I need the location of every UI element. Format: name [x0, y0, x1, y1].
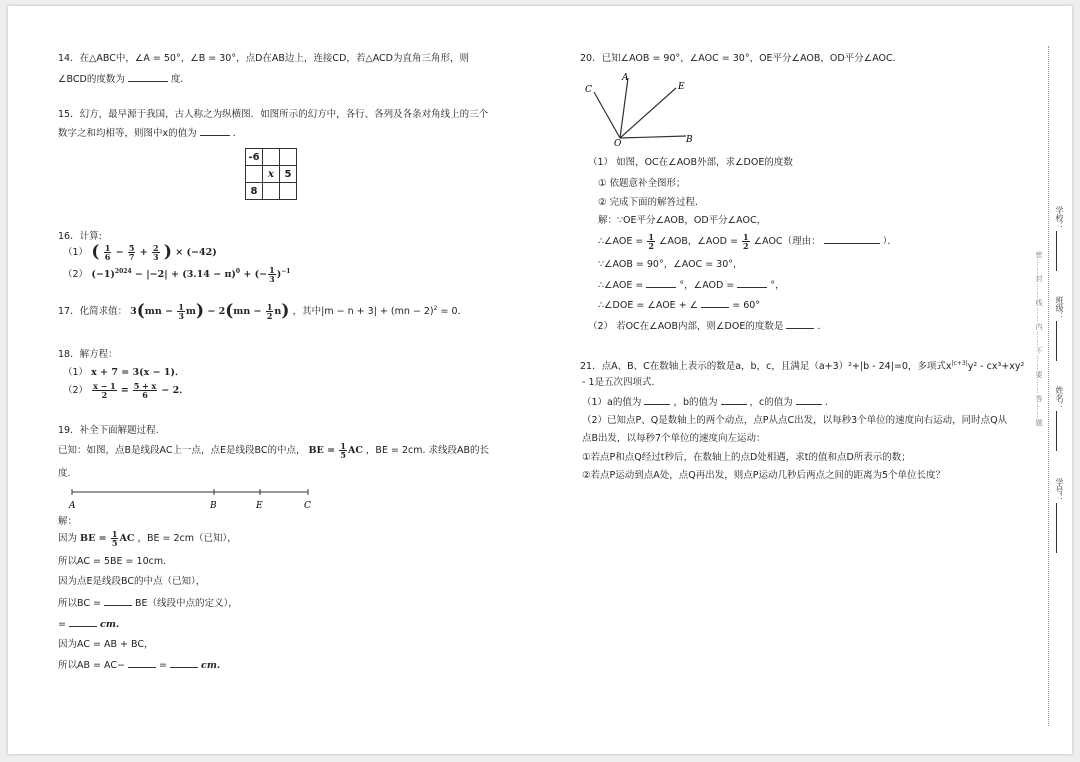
q21-b-blank[interactable] — [721, 395, 747, 405]
q21-line1 — [580, 357, 1024, 373]
q16-part1: （1） ( $\frac{1}{6}$ − $\frac{5}{7}$ + $\frac{2}{3}$ ) × (−42) — [63, 242, 217, 262]
q21-c-blank[interactable] — [796, 395, 822, 405]
step-text: = 60° — [732, 300, 761, 311]
magic-square — [245, 148, 297, 200]
q17-condition: ，其中|m − n + 3| + (mn − 2) — [292, 306, 434, 318]
q19-step1: 因为 BE = $\frac{1}{5}$ AC ，BE = 2cm（已知）， — [58, 529, 237, 548]
q18-part1 — [63, 366, 184, 379]
q19-step2: 所以AC = 5BE = 10cm. — [58, 556, 167, 567]
step-text: = — [58, 619, 66, 630]
q21-text: ，c的值为 — [749, 397, 793, 408]
q19-title: 19．补全下面解题过程. — [58, 425, 159, 436]
label-e: E — [678, 82, 685, 92]
fraction: $\frac{1}{5}$ — [340, 441, 346, 460]
q20-step5 — [598, 298, 760, 312]
fraction: $\frac{5 + x}{6}$ — [133, 381, 157, 400]
step-text: 所以BC = — [58, 598, 101, 609]
q21-part1 — [582, 395, 834, 409]
q14-text: ∠BCD的度数为 — [58, 74, 125, 85]
step-text: BE（线段中点的定义）， — [135, 598, 238, 609]
unit: cm. — [100, 619, 120, 630]
step-text: ． — [817, 321, 827, 332]
fraction: $\frac{1}{2}$ — [266, 302, 273, 322]
q14-answer-blank[interactable] — [128, 72, 168, 82]
fraction: $\frac{1}{3}$ — [269, 265, 275, 285]
fraction: $\frac{1}{6}$ — [104, 243, 111, 262]
segment-diagram — [66, 484, 316, 512]
expr: n — [274, 306, 282, 318]
q21-part2b: 点B出发，以每秒7个单位的速度向左运动： — [582, 433, 766, 444]
q19-blank-3[interactable] — [128, 658, 156, 668]
expr: × (−42) — [175, 247, 217, 258]
expr: 3 — [130, 306, 137, 318]
class-label: 班级： — [1055, 296, 1064, 320]
name-field[interactable] — [1056, 411, 1057, 451]
ray-ob — [620, 136, 686, 138]
step-text: °， — [770, 280, 785, 291]
q20-step4 — [598, 278, 785, 292]
q20-part2 — [588, 319, 827, 333]
q20-angle-blank[interactable] — [701, 298, 729, 308]
q20-step1: 解：∵OE平分∠AOB，OD平分∠AOC， — [598, 215, 767, 226]
point-a-label: A — [69, 501, 76, 511]
q21-part2: （2）已知点P、Q是数轴上的两个动点，点P从点C出发，以每秒3个单位的速度向右运动，同时点Q从 — [582, 415, 1008, 426]
magic-cell — [246, 166, 263, 183]
q16-title: 16．计算: — [58, 231, 102, 242]
magic-cell: 5 — [280, 166, 297, 183]
q20-part1b: ② 完成下面的解答过程． — [598, 197, 705, 208]
q19-blank-4[interactable] — [170, 658, 198, 668]
q18-part2: （2） $\frac{x - 1}{2}$ = $\frac{5 + x}{6}$ − 2． — [63, 381, 189, 400]
q15-answer-blank[interactable] — [200, 126, 230, 136]
label-o: O — [614, 139, 622, 146]
q20-part1a: ① 依题意补全图形； — [598, 178, 686, 189]
fraction: $\frac{1}{3}$ — [178, 302, 184, 322]
q19-blank-1[interactable] — [104, 596, 132, 606]
magic-cell: x — [263, 166, 280, 183]
fraction: $\frac{2}{3}$ — [153, 243, 159, 262]
ray-oc — [594, 92, 620, 138]
magic-cell — [280, 183, 297, 200]
ray-oa — [620, 78, 628, 138]
q20-part2-blank[interactable] — [786, 319, 814, 329]
q19-sol: 解： — [58, 516, 78, 527]
id-label: 学号： — [1055, 478, 1064, 502]
step-text: ∴∠AOE = — [598, 236, 644, 247]
q19-step7 — [58, 658, 220, 672]
q17: 17．化简求值： 3(mn − $\frac{1}{3}$ m) − 2(mn − $\frac{1}{2}$ n) ，其中|m − n + 3| + (mn − 2)$^2$ = 0． — [58, 301, 467, 322]
exponent: 0 — [235, 268, 241, 275]
q15-line2 — [58, 126, 242, 140]
given-text: ，BE = 2cm. 求线段AB的长 — [365, 445, 490, 456]
id-field[interactable] — [1056, 503, 1057, 553]
q21-text: （1）a的值为 — [582, 397, 642, 408]
part-label: （1） — [63, 367, 89, 378]
q20-reason-blank[interactable] — [824, 234, 880, 244]
q18-title: 18．解方程： — [58, 349, 118, 360]
q19-blank-2[interactable] — [69, 617, 97, 627]
q21-line2: - 1是五次四项式． — [582, 377, 661, 388]
expr: + (− — [240, 269, 268, 281]
step-text: （2） 若OC在∠AOB内部，则∠DOE的度数是 — [588, 321, 784, 332]
part-label: （2） — [63, 269, 89, 281]
fraction: $\frac{1}{2}$ — [743, 232, 749, 251]
step-text: ）． — [882, 236, 897, 247]
q21-text: ． — [824, 397, 835, 408]
step-text: 所以AB = AC− — [58, 660, 125, 671]
label-c: C — [585, 85, 592, 95]
part-label: （1） — [63, 247, 89, 258]
q19-step3: 因为点E是线段BC的中点（已知）， — [58, 576, 206, 587]
q20-aoe-blank[interactable] — [646, 278, 676, 288]
q15-line1: 15．幻方，最早源于我国，古人称之为纵横图．如图所示的幻方中，各行、各列及各条对角线上的三个 — [58, 109, 489, 120]
q20-part1: （1） 如图，OC在∠AOB外部，求∠DOE的度数 — [588, 157, 793, 168]
expr: m — [185, 306, 196, 318]
label-a: A — [622, 73, 629, 83]
expr: − 2 — [204, 306, 226, 318]
expr: mn − — [233, 306, 262, 318]
seal-dotted-line — [1048, 46, 1049, 726]
q20-aod-blank[interactable] — [737, 278, 767, 288]
q21-text: 21．点A、B、C在数轴上表示的数是a，b，c，且满足（a+3）²+|b - 24|=0，多项式x — [580, 361, 952, 373]
magic-cell — [263, 149, 280, 166]
fraction: $\frac{1}{2}$ — [648, 232, 654, 251]
name-label: 姓名： — [1055, 386, 1064, 410]
unit: cm. — [201, 660, 221, 671]
magic-cell — [263, 183, 280, 200]
point-b-label: B — [210, 501, 217, 511]
expr: ) — [276, 269, 282, 281]
step-text: ∠AOB，∠AOD = — [659, 236, 738, 247]
class-field[interactable] — [1056, 321, 1057, 361]
fraction: $\frac{1}{5}$ — [111, 529, 118, 548]
magic-cell: -6 — [246, 149, 263, 166]
q21-part4: ②若点P运动到点A处，点Q再出发，则点P运动几秒后两点之间的距离为5个单位长度？ — [582, 470, 945, 481]
q21-a-blank[interactable] — [644, 395, 670, 405]
q15-end: ． — [232, 128, 243, 139]
exponent: |c+3| — [951, 360, 968, 367]
step-text: ∠AOC（理由： — [753, 236, 821, 247]
school-field[interactable] — [1056, 231, 1057, 271]
step-text: 因为 — [58, 533, 78, 544]
q14-line2 — [58, 72, 183, 86]
point-c-label: C — [304, 501, 311, 511]
exponent: 2024 — [114, 268, 132, 275]
school-label: 学校： — [1055, 206, 1064, 230]
q14-unit: 度. — [170, 74, 184, 85]
q15-text: 数字之和均相等，则图中x的值为 — [58, 128, 197, 139]
step-text: = — [159, 660, 167, 671]
q19-step5 — [58, 617, 119, 631]
q20-line1: 20．已知∠AOB = 90°，∠AOC = 30°，OE平分∠AOB，OD平分∠AOC． — [580, 53, 903, 64]
magic-cell — [280, 149, 297, 166]
q21-text: ，b的值为 — [673, 397, 718, 408]
step-text: ，BE = 2cm（已知）， — [137, 533, 237, 544]
expr: (−1) — [91, 269, 115, 281]
q19-given3: 度. — [58, 468, 71, 479]
q19-given: 已知：如图，点B是线段AC上一点，点E是线段BC的中点， BE = $\frac{1}{5}$ AC ，BE = 2cm. 求线段AB的长 — [58, 441, 490, 460]
step-text: °，∠AOD = — [679, 280, 735, 291]
q21-text: y² - cx³+xy² — [967, 361, 1025, 373]
exam-page — [8, 6, 1072, 754]
q16-part2 — [63, 265, 290, 283]
q17-text: 17．化简求值： — [58, 306, 128, 318]
fraction: $\frac{x - 1}{2}$ — [93, 381, 116, 400]
label-b: B — [686, 135, 693, 145]
ray-oe — [620, 88, 676, 138]
step-text: ∴∠AOE = — [598, 280, 644, 291]
point-e-label: E — [256, 501, 263, 511]
q20-step2 — [598, 233, 897, 250]
angle-diagram — [580, 70, 700, 146]
q17-condition-end: = 0． — [437, 306, 467, 318]
expr: mn − — [144, 306, 174, 318]
q21-part3: ①若点P和点Q经过t秒后，在数轴上的点D处相遇，求t的值和点D所表示的数； — [582, 452, 911, 463]
q14-line1: 14．在△ABC中，∠A = 50°，∠B = 30°，点D在AB边上，连接CD，若△ACD为直角三角形，则 — [58, 53, 469, 64]
part-label: （2） — [63, 385, 89, 396]
seal-notice: 密……封……线……内……不……要……答……题 — [1035, 251, 1043, 427]
q19-step4 — [58, 596, 238, 610]
equation: x + 7 = 3(x − 1)． — [91, 367, 185, 378]
equation: − 2． — [161, 385, 189, 396]
expr: − |−2| + (3.14 − π) — [131, 269, 236, 281]
exponent: −1 — [281, 268, 291, 275]
q20-step3: ∵∠AOB = 90°，∠AOC = 30°， — [598, 259, 743, 270]
given-text: 已知：如图，点B是线段AC上一点，点E是线段BC的中点， — [58, 445, 306, 456]
magic-cell: 8 — [246, 183, 263, 200]
q19-step6: 因为AC = AB + BC， — [58, 639, 154, 650]
fraction: $\frac{5}{7}$ — [128, 243, 135, 262]
step-text: ∴∠DOE = ∠AOE + ∠ — [598, 300, 699, 311]
